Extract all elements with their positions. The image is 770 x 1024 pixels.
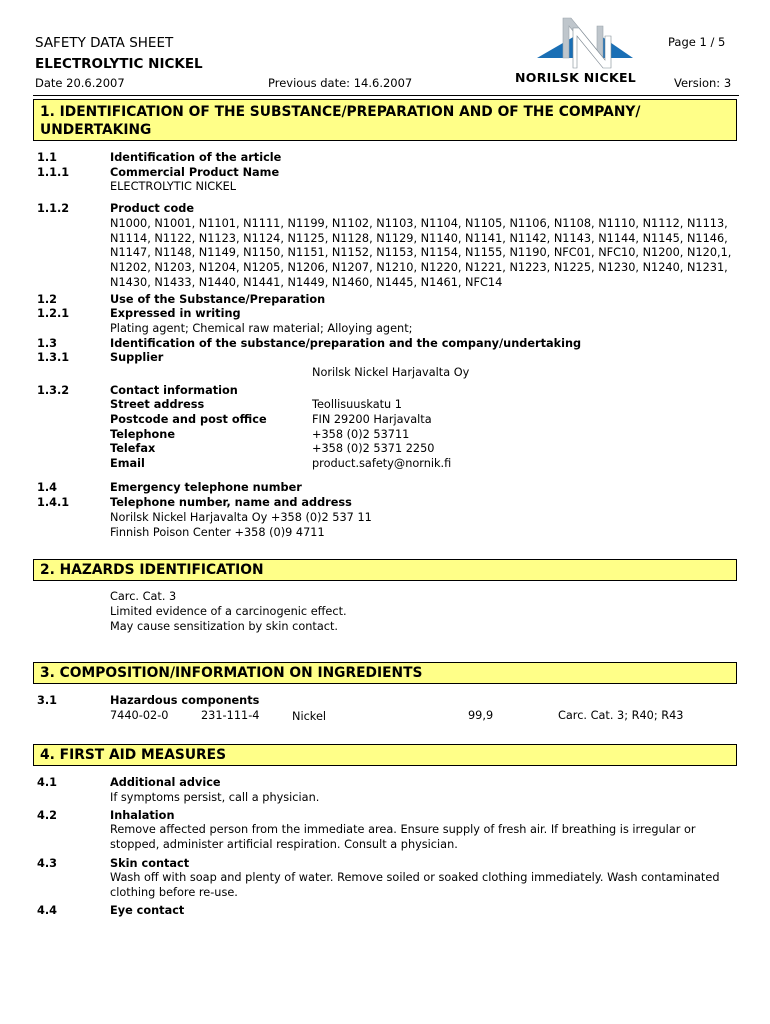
section-number: 1.2 [37,293,58,306]
postcode-value: FIN 29200 Harjavalta [312,413,432,426]
product-code-line: N1000, N1001, N1101, N1111, N1199, N1102, N1103, N1104, N1105, N1106, N1108, N1110, N1112, N1113, [110,217,728,230]
section-number: 1.4.1 [37,496,70,509]
section-2-title: 2. HAZARDS IDENTIFICATION [40,562,264,578]
skin-contact-label: Skin contact [110,857,190,870]
section-number: 1.1.2 [37,202,70,215]
hazardous-components-label: Hazardous components [110,694,260,707]
document-type: SAFETY DATA SHEET [35,35,174,51]
hazard-line: Limited evidence of a carcinogenic effect. [110,605,347,618]
postcode-label: Postcode and post office [110,413,267,426]
section-number: 1.3.2 [37,384,70,397]
supplier-name: Norilsk Nickel Harjavalta Oy [312,366,470,379]
section-3-title: 3. COMPOSITION/INFORMATION ON INGREDIENTS [40,665,423,681]
telephone-value: +358 (0)2 53711 [312,428,410,441]
street-label: Street address [110,398,205,411]
header-rule [33,95,739,96]
emergency-label: Emergency telephone number [110,481,302,494]
skin-contact-text: Wash off with soap and plenty of water. Remove soiled or soaked clothing immediately. Wash contaminated clothing before re-use. [110,871,720,899]
supplier-label: Supplier [110,351,164,364]
product-code-line: N1147, N1148, N1149, N1150, N1151, N1152, N1153, N1154, N1155, N1190, NFC01, NFC10, N1200, N120,1, [110,246,732,259]
product-title: ELECTROLYTIC NICKEL [35,56,203,72]
section-2-heading [33,559,737,581]
section-number: 4.2 [37,809,58,822]
section-4-title: 4. FIRST AID MEASURES [40,747,227,763]
telephone-label: Telephone [110,428,175,441]
section-number: 4.1 [37,776,58,789]
logo-text: NORILSK NICKEL [515,70,637,85]
section-1-title-line1: 1. IDENTIFICATION OF THE SUBSTANCE/PREPARATION AND OF THE COMPANY/ [40,104,641,120]
telephone-name-address-label: Telephone number, name and address [110,496,352,509]
inhalation-text: Remove affected person from the immediate area. Ensure supply of fresh air. If breathing is irregular or stopped, administer artificial respiration. Consult a physician. [110,823,696,851]
section-number: 1.1 [37,151,58,164]
commercial-name-label: Commercial Product Name [110,166,280,179]
section-4-heading [33,744,737,766]
ec-number: 231-111-4 [201,709,260,722]
product-code-line: N1202, N1203, N1204, N1205, N1206, N1207, N1210, N1220, N1221, N1223, N1225, N1230, N1240, N1231, [110,261,728,274]
section-number: 1.3.1 [37,351,70,364]
section-1-title-line2: UNDERTAKING [40,122,152,138]
section-number: 1.2.1 [37,307,70,320]
cas-number: 7440-02-0 [110,709,169,722]
product-code-line: N1430, N1433, N1440, N1441, N1449, N1460, N1445, N1461, NFC14 [110,276,503,289]
company-logo [515,14,655,94]
contact-label: Contact information [110,384,238,397]
emergency-contact: Finnish Poison Center +358 (0)9 4711 [110,526,325,539]
component-name: Nickel [292,710,327,723]
document-date: Date 20.6.2007 [35,76,125,90]
street-value: Teollisuuskatu 1 [312,398,402,411]
use-label: Use of the Substance/Preparation [110,293,326,306]
hazard-line: May cause sensitization by skin contact. [110,620,338,633]
section-number: 1.4 [37,481,58,494]
version: Version: 3 [674,76,732,90]
component-percent: 99,9 [468,709,494,722]
product-code-label: Product code [110,202,194,215]
email-link[interactable]: product.safety@nornik.fi [312,457,452,470]
emergency-contact: Norilsk Nickel Harjavalta Oy +358 (0)2 537 11 [110,511,372,524]
additional-advice-label: Additional advice [110,776,221,789]
norilsk-nickel-logo-icon [515,14,655,74]
section-number: 1.1.1 [37,166,70,179]
section-number: 1.3 [37,337,58,350]
page-number: Page 1 / 5 [668,35,726,49]
email-label: Email [110,457,145,470]
expressed-label: Expressed in writing [110,307,241,320]
company-identification-label: Identification of the substance/preparation and the company/undertaking [110,337,582,350]
product-code-line: N1114, N1122, N1123, N1124, N1125, N1128, N1129, N1140, N1141, N1142, N1143, N1144, N1145, N1146, [110,232,728,245]
eye-contact-label: Eye contact [110,904,185,917]
section-number: 4.3 [37,857,58,870]
section-number: 3.1 [37,694,58,707]
use-text: Plating agent; Chemical raw material; Alloying agent; [110,322,413,335]
telefax-label: Telefax [110,442,156,455]
previous-date: Previous date: 14.6.2007 [268,76,413,90]
commercial-name-value: ELECTROLYTIC NICKEL [110,180,237,193]
section-number: 4.4 [37,904,58,917]
section-1-heading [33,99,737,141]
telefax-value: +358 (0)2 5371 2250 [312,442,435,455]
inhalation-label: Inhalation [110,809,175,822]
section-3-heading [33,662,737,684]
identification-article-label: Identification of the article [110,151,282,164]
hazard-line: Carc. Cat. 3 [110,590,177,603]
additional-advice-text: If symptoms persist, call a physician. [110,791,320,804]
component-classification: Carc. Cat. 3; R40; R43 [558,709,684,722]
